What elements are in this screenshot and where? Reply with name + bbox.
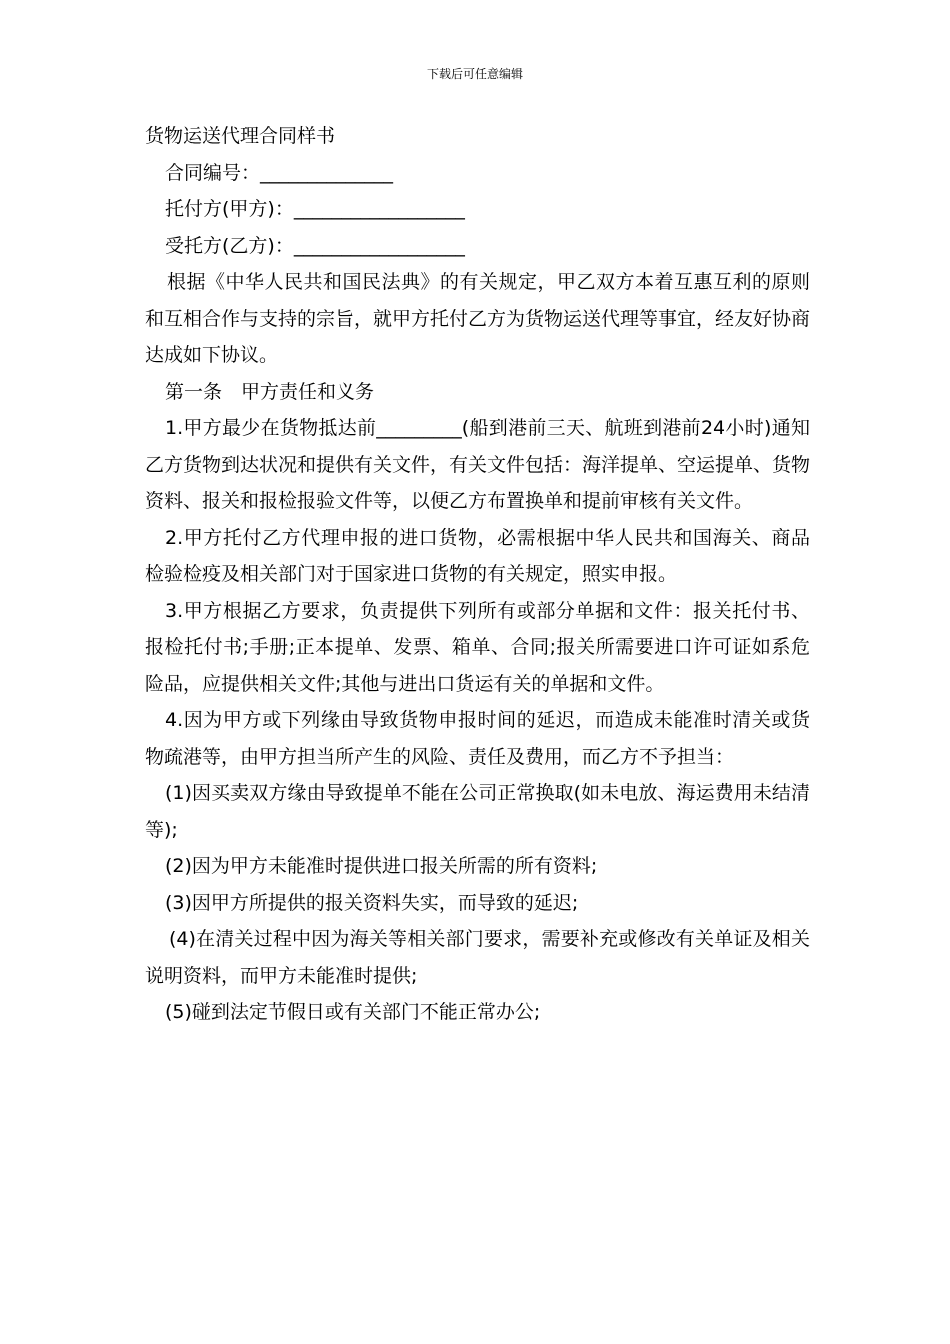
document-title: 货物运送代理合同样书 bbox=[145, 125, 336, 147]
sub-item-1: (1)因买卖双方缘由导致提单不能在公司正常换取(如未电放、海运费用未结清等); bbox=[145, 782, 810, 841]
article-1-item-4: 4.因为甲方或下列缘由导致货物申报时间的延迟，而造成未能准时清关或货物疏港等，由甲方担当所产生的风险、责任及费用，而乙方不予担当： bbox=[145, 709, 810, 768]
intro-paragraph: 根据《中华人民共和国民法典》的有关规定，甲乙双方本着互惠互利的原则和互相合作与支持的宗旨，就甲方托付乙方为货物运送代理等事宜，经友好协商达成如下协议。 bbox=[145, 271, 811, 366]
page-header: 下载后可任意编辑 bbox=[426, 67, 523, 81]
party-a-line: 托付方(甲方)：__________________ bbox=[165, 198, 465, 220]
sub-item-2: (2)因为甲方未能准时提供进口报关所需的所有资料; bbox=[165, 855, 598, 877]
article-1-heading: 第一条 甲方责任和义务 bbox=[165, 380, 375, 403]
sub-item-5: (5)碰到法定节假日或有关部门不能正常办公; bbox=[165, 1001, 541, 1023]
article-1-item-1: 1.甲方最少在货物抵达前_________(船到港前三天、航班到港前24小时)通知乙方货物到达状况和提供有关文件，有关文件包括：海洋提单、空运提单、货物资料、报关和报检报验文件等，以便乙方布置换单和提前审核有关文件。 bbox=[145, 417, 811, 512]
sub-item-4: (4)在清关过程中因为海关等相关部门要求，需要补充或修改有关单证及相关说明资料，而甲方未能准时提供; bbox=[145, 928, 810, 987]
document-body bbox=[145, 118, 810, 1031]
article-1-item-3: 3.甲方根据乙方要求，负责提供下列所有或部分单据和文件：报关托付书、报检托付书;手册;正本提单、发票、箱单、合同;报关所需要进口许可证如系危险品，应提供相关文件;其他与进出口货运有关的单据和文件。 bbox=[145, 599, 810, 695]
article-1-item-2: 2.甲方托付乙方代理申报的进口货物，必需根据中华人民共和国海关、商品检验检疫及相关部门对于国家进口货物的有关规定，照实申报。 bbox=[145, 526, 810, 585]
party-b-line: 受托方(乙方)：__________________ bbox=[165, 234, 465, 257]
sub-item-3: (3)因甲方所提供的报关资料失实，而导致的延迟; bbox=[165, 891, 579, 914]
contract-number-line: 合同编号：______________ bbox=[165, 161, 394, 184]
